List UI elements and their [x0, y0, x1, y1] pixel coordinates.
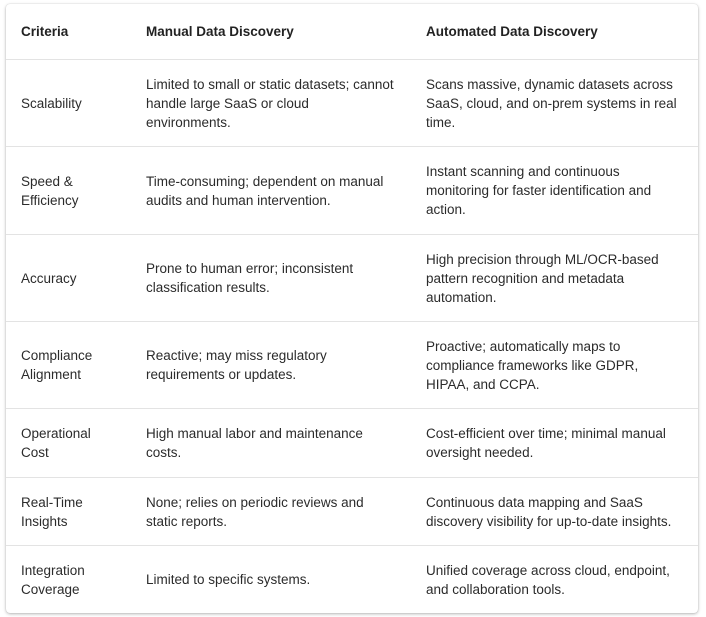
automated-cell: High precision through ML/OCR-based pattern recognition and metadata automation.	[411, 235, 698, 322]
criteria-cell: Compliance Alignment	[6, 322, 131, 409]
manual-cell: Limited to small or static datasets; cannot handle large SaaS or cloud environments.	[131, 60, 411, 147]
table-row	[6, 147, 698, 235]
table-row	[6, 546, 698, 614]
header-automated-data-discovery: Automated Data Discovery	[411, 4, 698, 60]
criteria-cell: Integration Coverage	[21, 562, 85, 597]
table-header-row	[6, 4, 698, 60]
automated-cell: Cost-efficient over time; minimal manual oversight needed.	[411, 409, 698, 478]
criteria-cell: Operational Cost	[6, 409, 131, 478]
automated-cell: Instant scanning and continuous monitoring for faster identification and action.	[411, 147, 698, 235]
manual-cell: High manual labor and maintenance costs.	[131, 409, 411, 478]
comparison-table-card	[6, 4, 698, 613]
automated-cell: Continuous data mapping and SaaS discovery visibility for up-to-date insights.	[411, 478, 698, 546]
header-manual-data-discovery: Manual Data Discovery	[131, 4, 411, 60]
header-criteria: Criteria	[6, 4, 131, 60]
manual-cell: Time-consuming; dependent on manual audits and human intervention.	[131, 147, 411, 235]
table-row	[6, 235, 698, 322]
manual-cell: None; relies on periodic reviews and static reports.	[131, 478, 411, 546]
manual-cell: Limited to specific systems.	[146, 572, 311, 587]
table-row	[6, 409, 698, 478]
comparison-table	[6, 4, 698, 613]
automated-cell: Proactive; automatically maps to compliance frameworks like GDPR, HIPAA, and CCPA.	[411, 322, 698, 409]
criteria-cell: Accuracy	[6, 235, 131, 322]
criteria-cell: Speed & Efficiency	[6, 147, 131, 235]
manual-cell: Reactive; may miss regulatory requirements or updates.	[131, 322, 411, 409]
automated-cell: Scans massive, dynamic datasets across SaaS, cloud, and on-prem systems in real time.	[411, 60, 698, 147]
criteria-cell: Scalability	[6, 60, 131, 147]
criteria-cell: Real-Time Insights	[6, 478, 131, 546]
table-row	[6, 478, 698, 546]
automated-cell: Unified coverage across cloud, endpoint, and collaboration tools.	[426, 562, 670, 597]
table-row	[6, 322, 698, 409]
manual-cell: Prone to human error; inconsistent classification results.	[131, 235, 411, 322]
table-row	[6, 60, 698, 147]
